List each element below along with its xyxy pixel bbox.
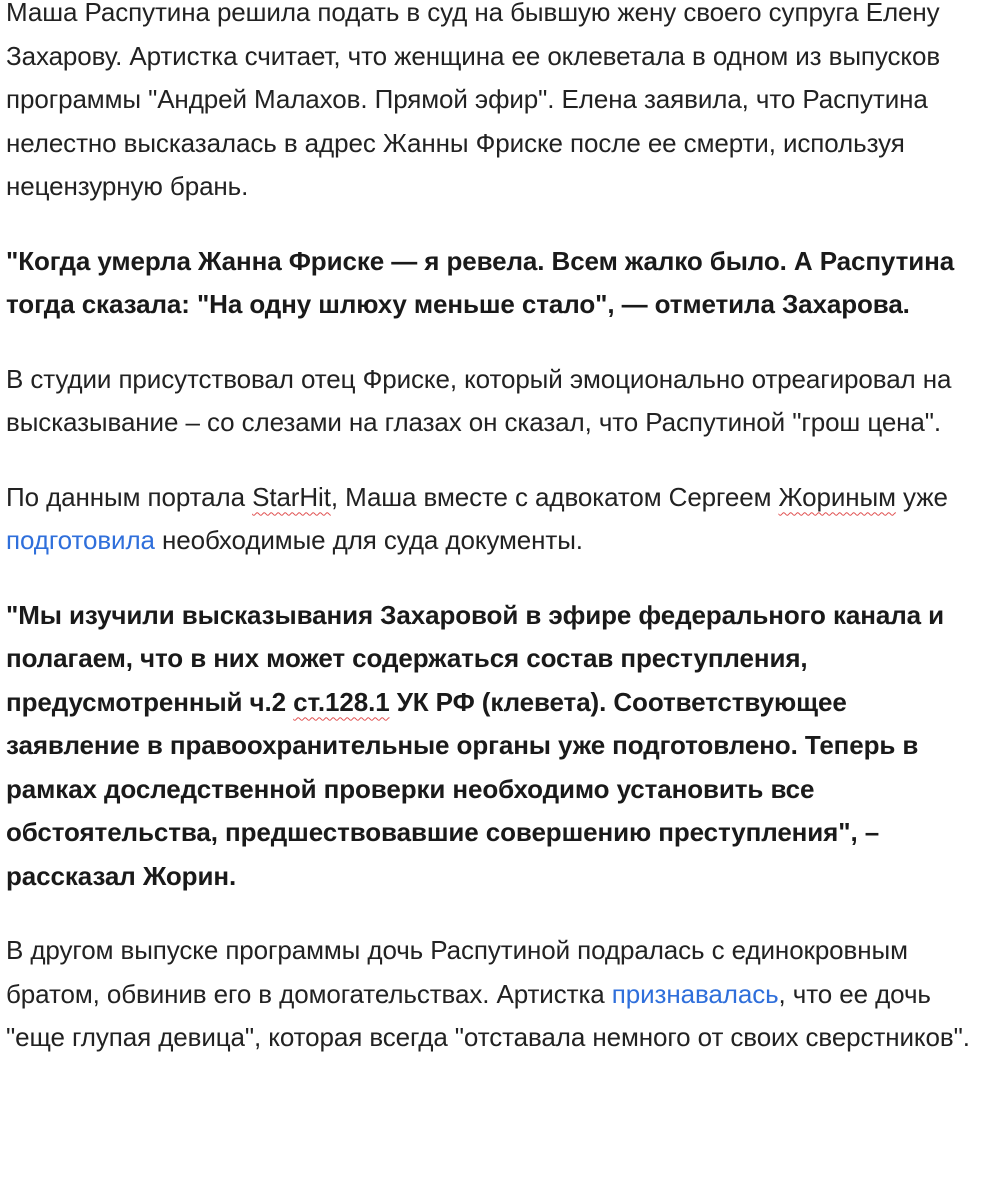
paragraph-friske-father: В студии присутствовал отец Фриске, который эмоционально отреагировал на высказывание – со слезами на глазах он сказал, что Распутиной "грош цена". [6,363,952,437]
text-segment: , Маша вместе с адвокатом Сергеем [330,481,779,512]
paragraph-daughter [6,929,987,1060]
text-segment: уже [895,481,948,512]
quote-zhorin [6,594,987,899]
paragraph-starhit [6,476,987,563]
paragraph-intro: Маша Распутина решила подать в суд на бывшую жену своего супруга Елену Захарову. Артистка считает, что женщина ее оклеветала в одном из выпусков программы "Андрей Малахов. Прямой эфир". Елена заявила, что Распутина нелестно высказалась в адрес Жанны Фриске после ее смерти, используя нецензурную брань. [6,0,941,201]
text-segment: , что ее дочь "еще глупая девица", которая всегда "отставала немного от своих сверстников". [6,978,970,1052]
link-podgotovila[interactable]: подготовила [6,525,155,555]
quote-zakharova: "Когда умерла Жанна Фриске — я ревела. Всем жалко было. А Распутина тогда сказала: "На одну шлюху меньше стало", — отметила Захарова. [6,245,955,319]
text-segment: "Мы изучили высказывания Захаровой в эфире федерального канала и полагаем, что в них может содержаться состав преступления, предусмотренный ч.2 [6,599,944,717]
link-priznavalas[interactable]: признавалась [611,978,779,1009]
text-segment: необходимые для суда документы. [154,525,583,555]
text-segment: По данным портала [6,481,253,512]
spellcheck-word-article-ref[interactable]: ст.128.1 [293,686,390,717]
text-segment: УК РФ (клевета). Соответствующее заявление в правоохранительные органы уже подготовлено. Теперь в рамках доследственной проверки необходимо установить все обстоятельства, предшествовавшие совершению преступления", – рассказал Жорин. [6,686,919,891]
spellcheck-word-starhit[interactable]: StarHit [252,481,331,512]
text-segment: В другом выпуске программы дочь Распутиной подралась с единокровным братом, обвинив его в домогательствах. Артистка [6,935,908,1009]
spellcheck-word-zhorin[interactable]: Жориным [778,481,896,512]
